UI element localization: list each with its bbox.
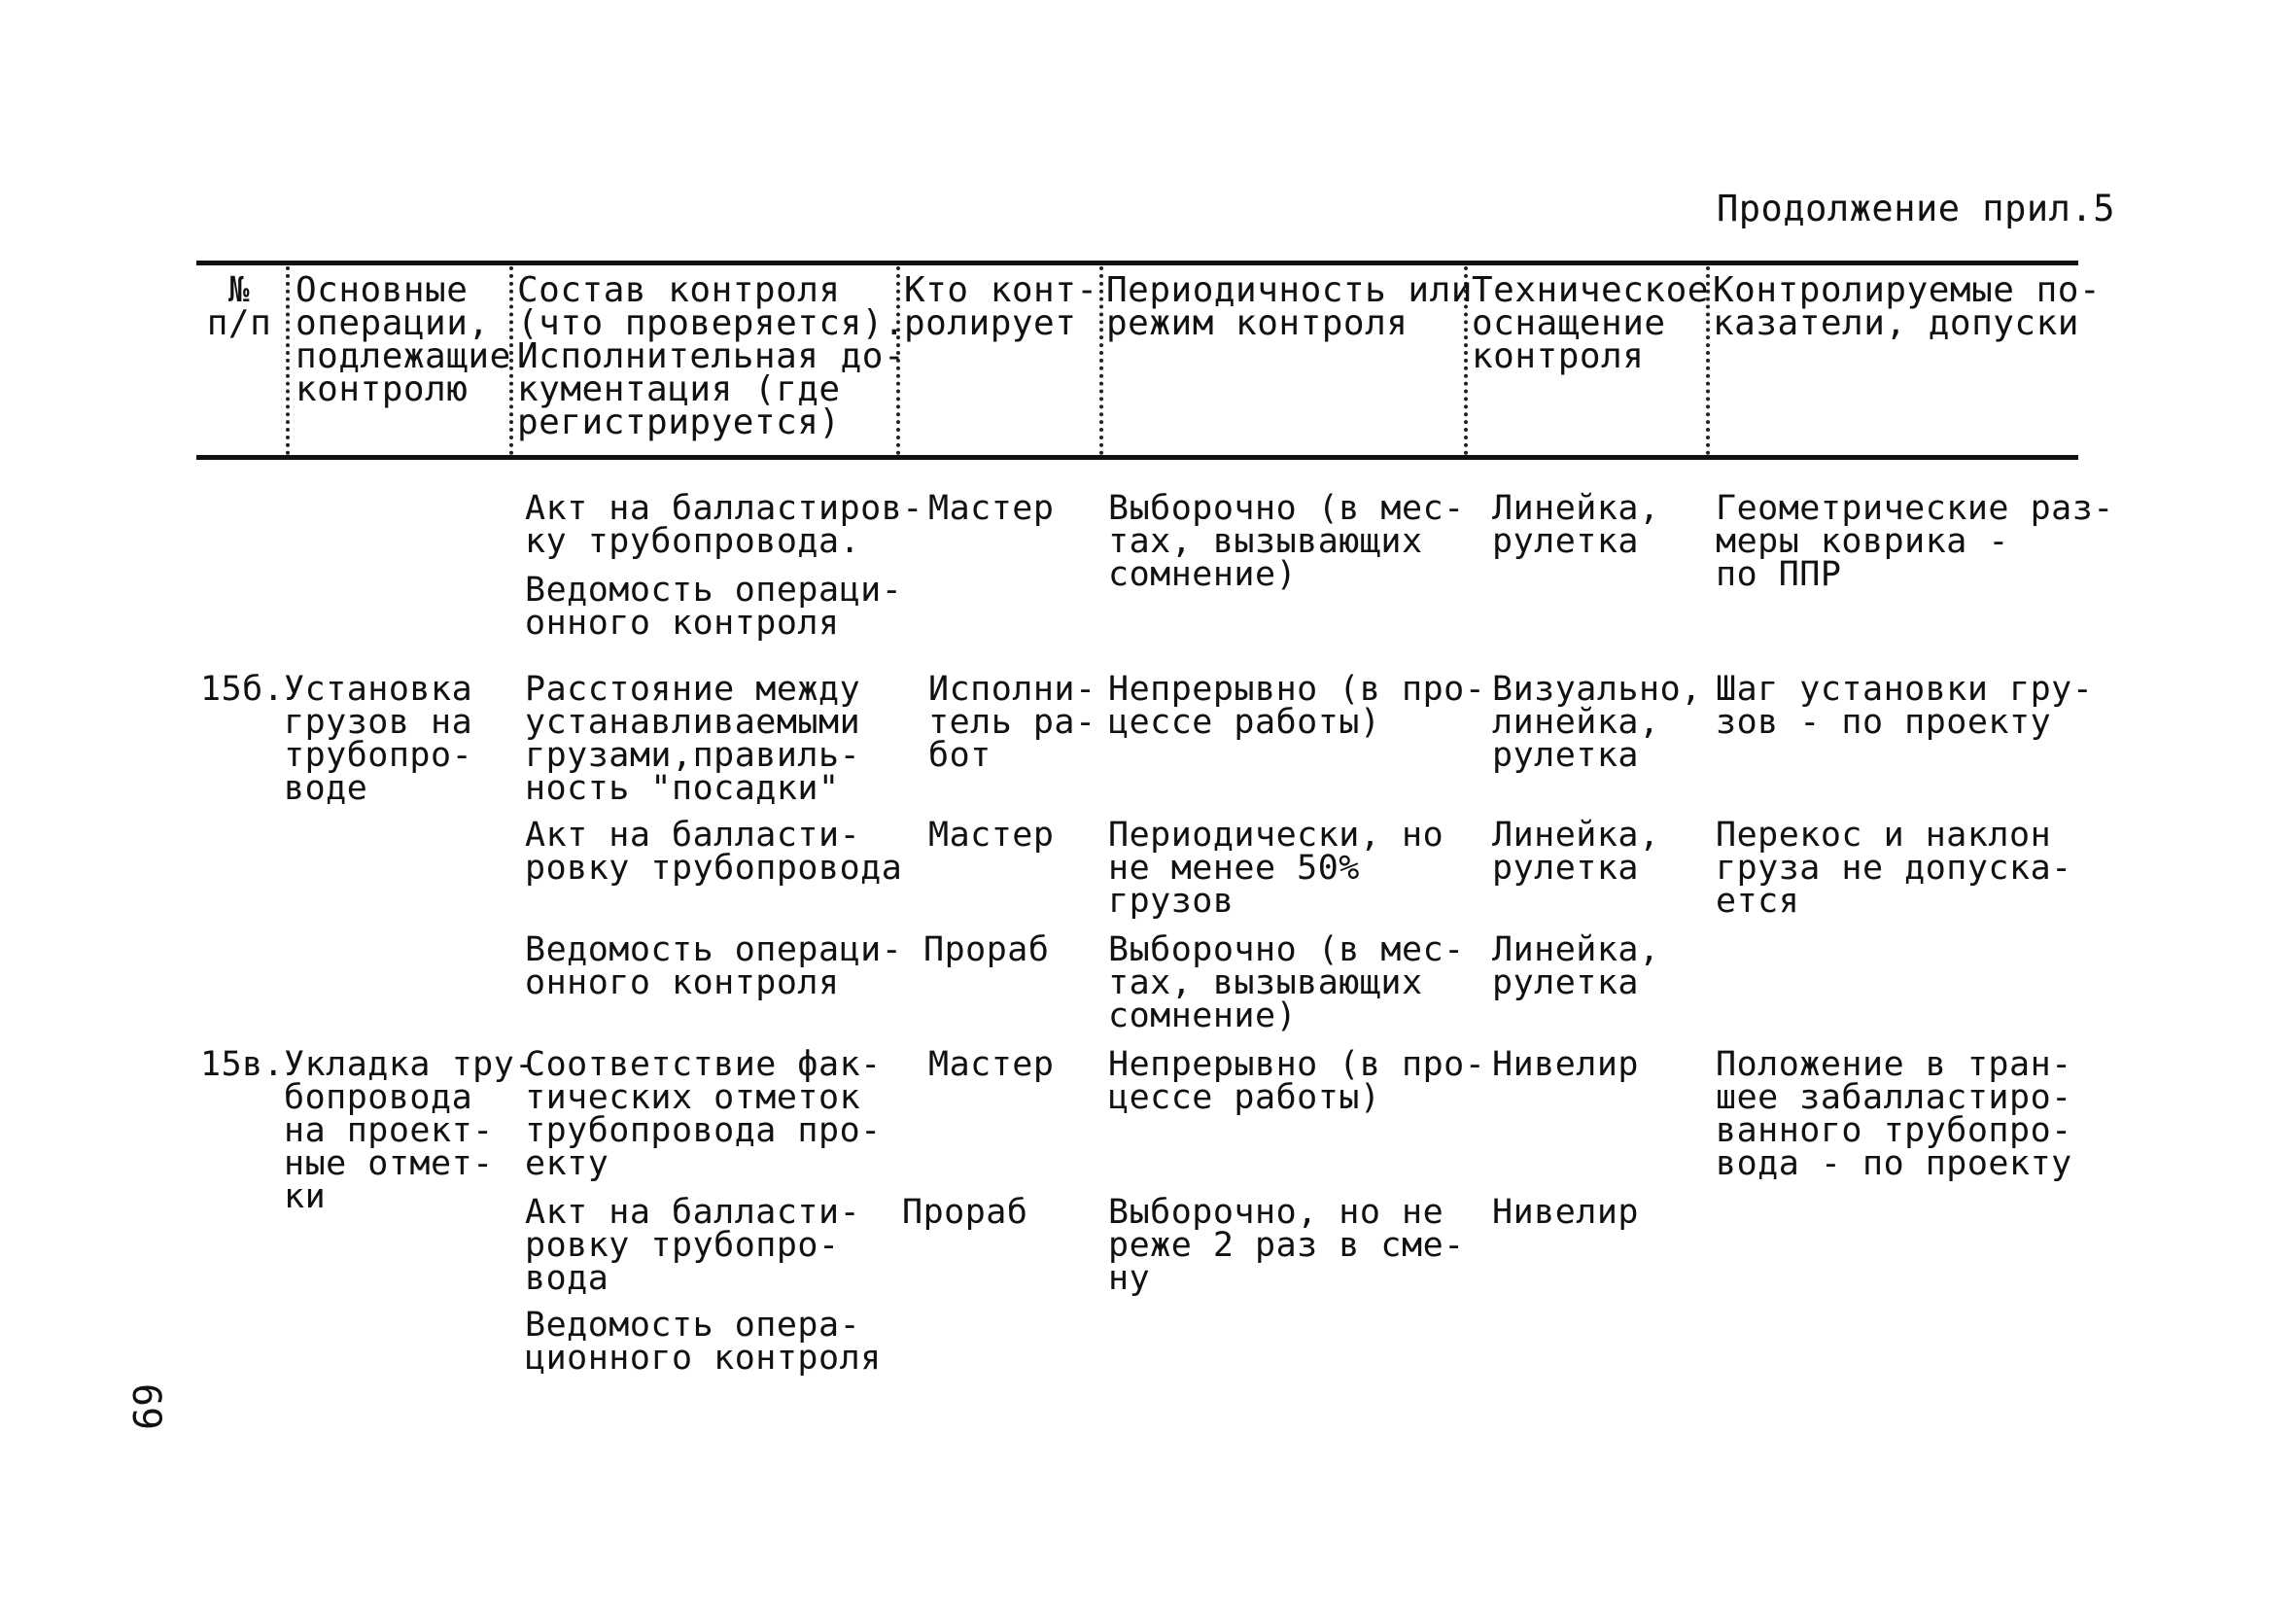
row0-indicators: Геометрические раз- меры коврика - по ППР <box>1716 489 2114 594</box>
header-who: Кто конт- ролирует <box>904 270 1098 343</box>
row0-equipment: Линейка, рулетка <box>1492 489 1660 561</box>
row4-periodicity: Непрерывно (в про- цессе работы) <box>1108 1045 1486 1117</box>
page-number: 69 <box>123 1382 169 1431</box>
header-periodicity: Периодичность или режим контроля <box>1106 270 1473 343</box>
row2-periodicity: Периодически, но не менее 50% грузов <box>1108 816 1444 921</box>
header-indicators: Контролируемые по- казатели, допуски <box>1713 270 2102 343</box>
row0-periodicity: Выборочно (в мес- тах, вызывающих сомнение) <box>1108 489 1465 594</box>
row4-who: Мастер <box>928 1045 1055 1084</box>
row5-equipment: Нивелир <box>1492 1193 1640 1232</box>
row1-composition: Расстояние между устанавливаемыми грузами,правиль- ность "посадки" <box>525 670 861 808</box>
row5-composition-2: Ведомость опера- ционного контроля <box>525 1306 882 1378</box>
row0-who: Мастер <box>928 489 1055 528</box>
row2-who: Мастер <box>928 816 1055 855</box>
col-sep-4 <box>1099 266 1103 455</box>
row3-equipment: Линейка, рулетка <box>1492 930 1660 1002</box>
row4-indicators: Положение в тран- шее забалластиро- ванного трубопро- вода - по проекту <box>1716 1045 2072 1183</box>
row3-who: Прораб <box>923 930 1050 969</box>
row4-num: 15в. <box>200 1045 285 1084</box>
row2-indicators: Перекос и наклон груза не допуска- ется <box>1716 816 2072 921</box>
row1-num: 15б. <box>200 670 285 709</box>
row0-composition: Акт на балластиров- ку трубопровода. <box>525 489 923 561</box>
row4-composition: Соответствие фак- тических отметок трубопровода про- екту <box>525 1045 882 1183</box>
header-operations: Основные операции, подлежащие контролю <box>296 270 511 409</box>
row3-periodicity: Выборочно (в мес- тах, вызывающих сомнение) <box>1108 930 1465 1035</box>
row5-who: Прораб <box>902 1193 1028 1232</box>
row1-who: Исполни- тель ра- бот <box>928 670 1096 775</box>
page-caption: Продолжение прил.5 <box>1717 188 2115 229</box>
row4-equipment: Нивелир <box>1492 1045 1640 1084</box>
header-composition: Состав контроля (что проверяется). Исполнительная до- кументация (где регистрируется) <box>517 270 906 442</box>
col-sep-1 <box>286 266 290 455</box>
row3-composition: Ведомость операци- онного контроля <box>525 930 903 1002</box>
header-equipment: Техническое оснащение контроля <box>1472 270 1709 376</box>
header-num: № п/п <box>206 270 272 343</box>
row4-operation: Укладка тру- бопровода на проект- ные отмет- ки <box>284 1045 536 1216</box>
row1-equipment: Визуально, линейка, рулетка <box>1492 670 1702 775</box>
row1-indicators: Шаг установки гру- зов - по проекту <box>1716 670 2094 742</box>
row2-equipment: Линейка, рулетка <box>1492 816 1660 888</box>
row1-operation: Установка грузов на трубопро- воде <box>284 670 473 808</box>
row2-composition: Акт на балласти- ровку трубопровода <box>525 816 903 888</box>
row5-composition: Акт на балласти- ровку трубопро- вода <box>525 1193 861 1298</box>
row1-periodicity: Непрерывно (в про- цессе работы) <box>1108 670 1486 742</box>
row5-periodicity: Выборочно, но не реже 2 раз в сме- ну <box>1108 1193 1465 1298</box>
header-top-rule <box>196 261 2078 265</box>
header-bottom-rule <box>196 455 2078 460</box>
row0-composition-2: Ведомость операци- онного контроля <box>525 571 903 643</box>
